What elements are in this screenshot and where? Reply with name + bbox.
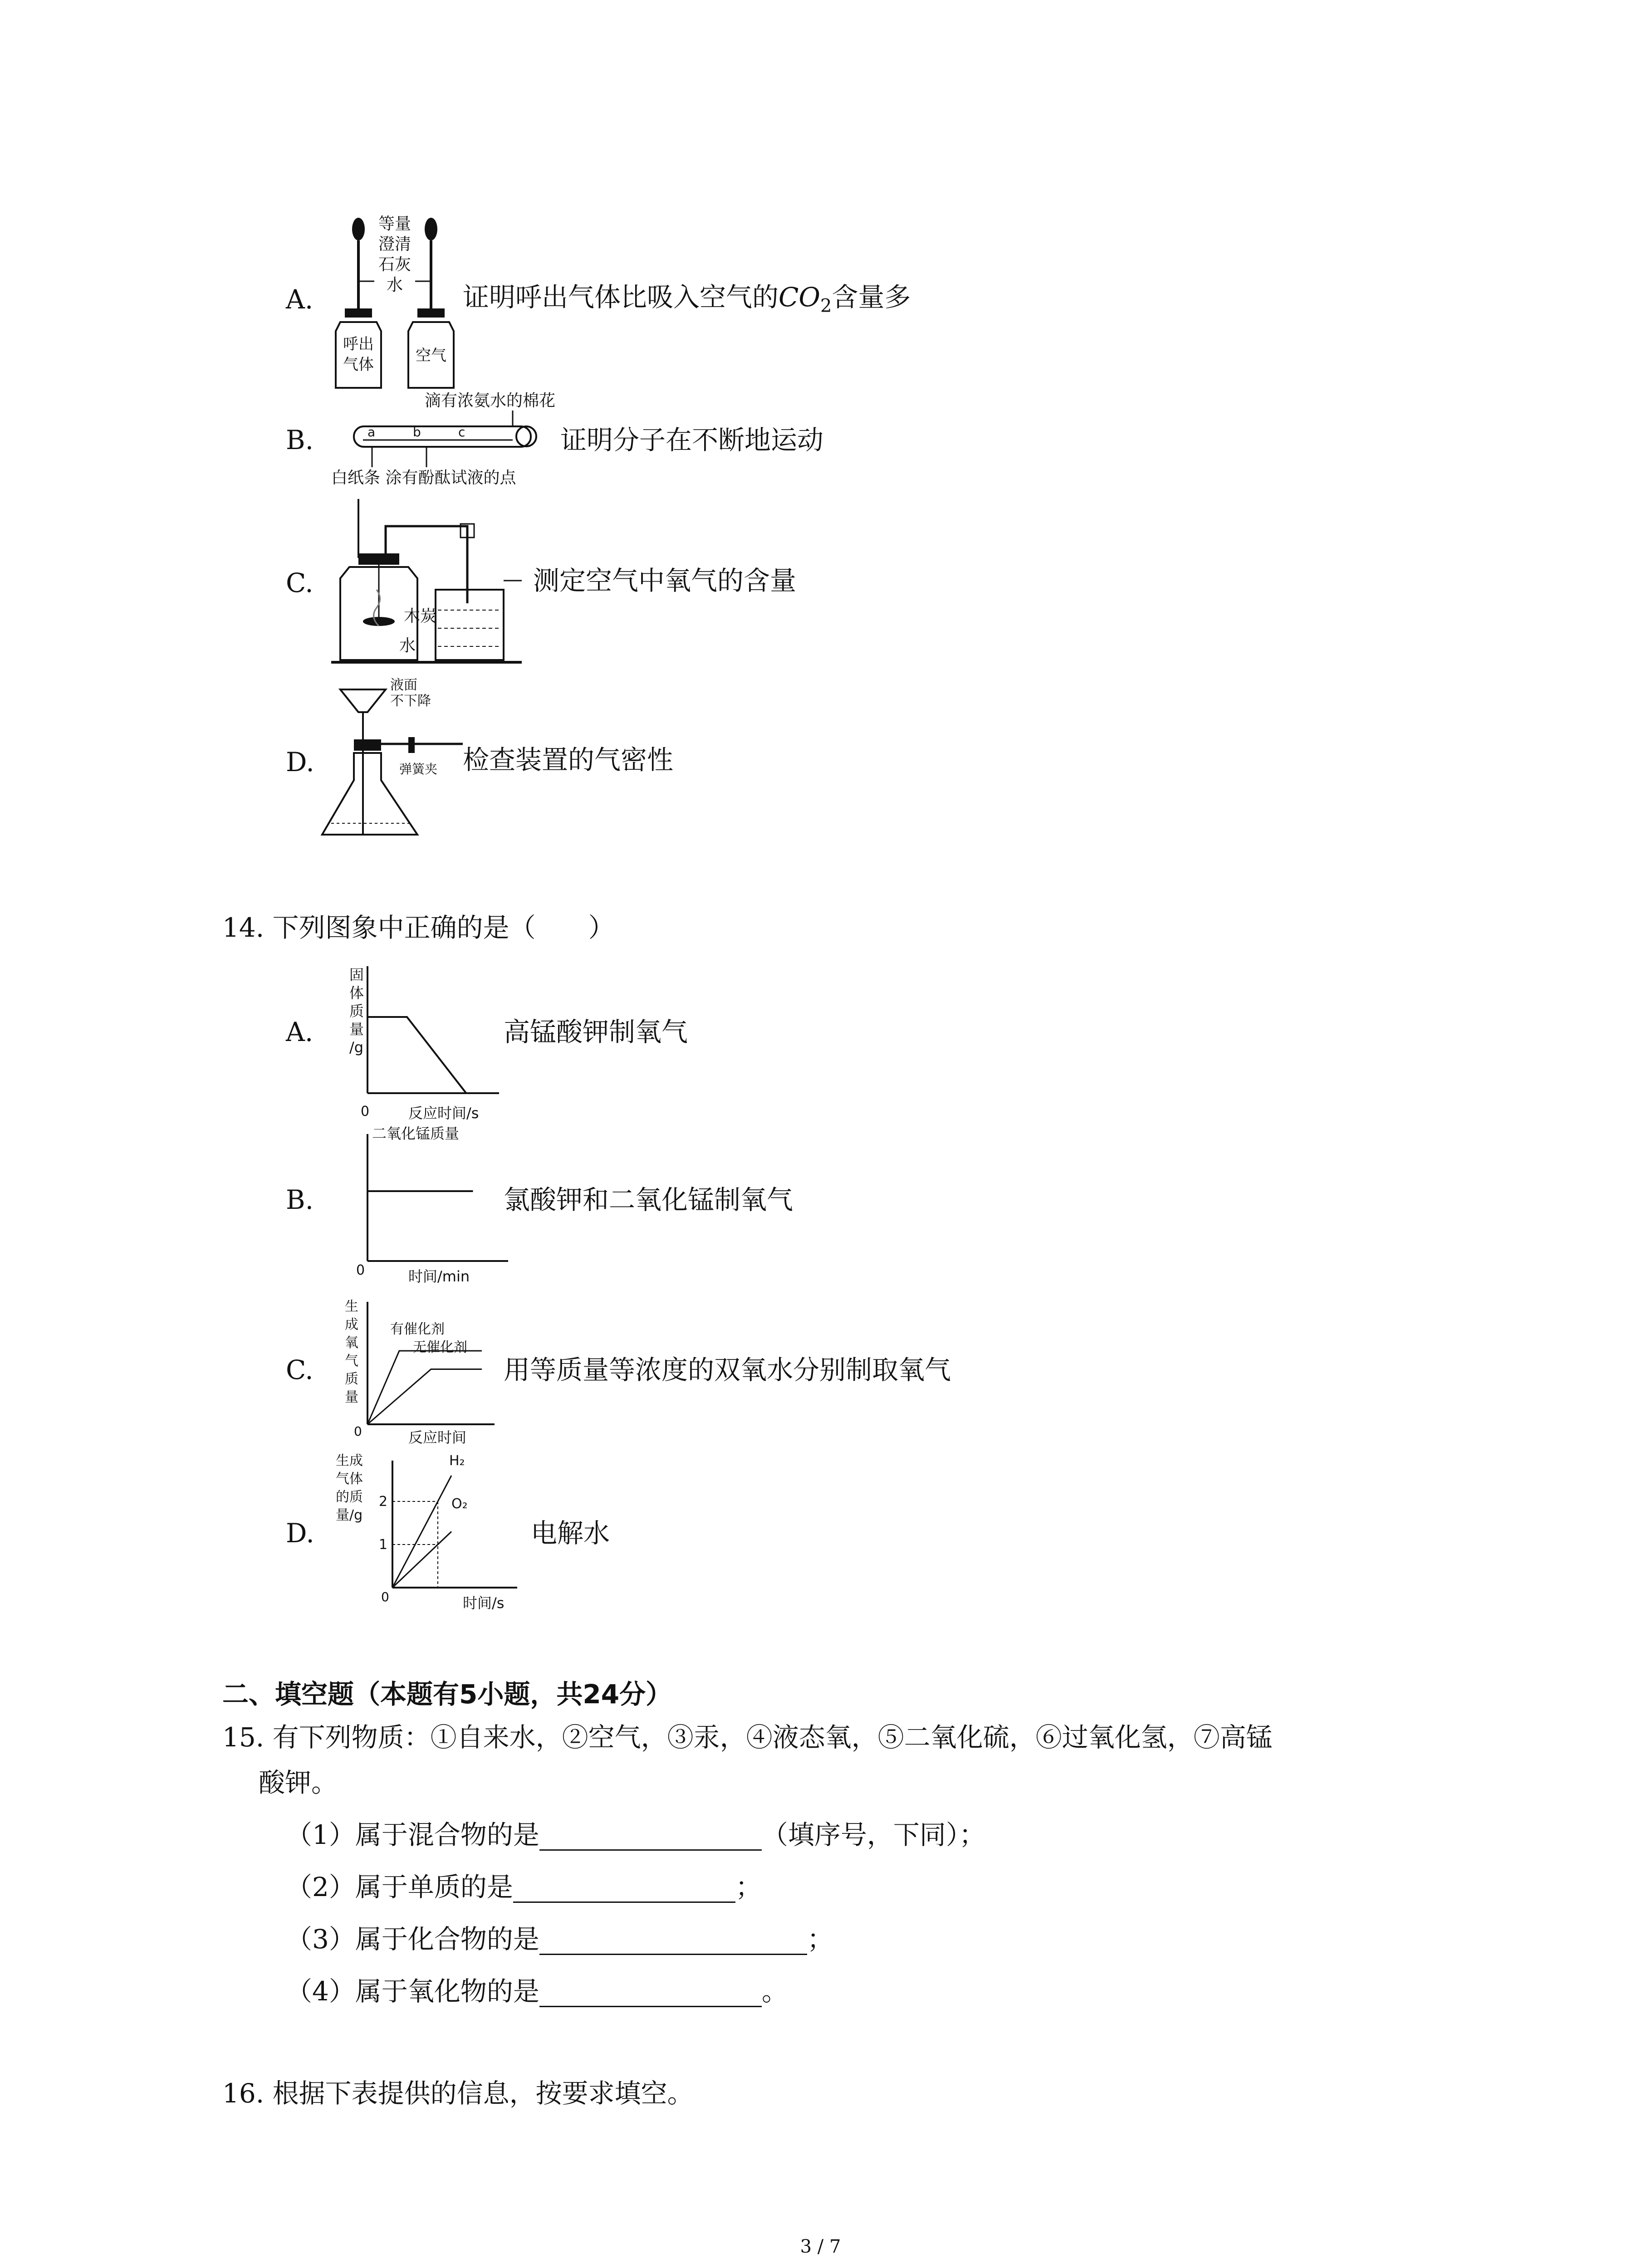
label-lime: 石灰 xyxy=(378,255,411,274)
q15-item-1 xyxy=(286,1819,985,1851)
q14-option-b-caption: 氯酸钾和二氧化锰制氧气 xyxy=(504,1184,794,1215)
label-air: 空气 xyxy=(416,347,446,365)
chart-d-xlabel: 时间/s xyxy=(463,1594,505,1612)
chart-d-o2-label: O₂ xyxy=(451,1496,468,1512)
chart-d-ylabel-4: 量/g xyxy=(336,1507,363,1523)
label-not-drop: 不下降 xyxy=(390,693,431,709)
chart-b-xlabel: 时间/min xyxy=(408,1268,470,1285)
label-exhaled-1: 呼出 xyxy=(343,335,374,353)
chart-c-ylabel-5: 质 xyxy=(345,1371,358,1387)
q15-blank-2[interactable] xyxy=(513,1874,735,1903)
chart-a-axes xyxy=(367,966,499,1093)
option-d-letter: D. xyxy=(286,747,314,777)
point-b: b xyxy=(413,425,421,440)
q15-item-2-suffix: ； xyxy=(735,1872,762,1902)
chart-d-axes xyxy=(392,1461,517,1588)
label-clear: 澄清 xyxy=(378,235,411,254)
q15-blank-1[interactable] xyxy=(539,1822,762,1851)
q15-blank-3[interactable] xyxy=(539,1926,807,1955)
point-c: c xyxy=(458,425,465,440)
chart-b-ylabel: 二氧化锰质量 xyxy=(372,1125,460,1142)
point-a: a xyxy=(367,425,376,440)
chart-a-origin: 0 xyxy=(361,1104,370,1119)
page-number: 3 / 7 xyxy=(800,2236,841,2257)
ammonia-diffusion-tube xyxy=(331,390,556,499)
chart-d-o2-line xyxy=(392,1532,451,1588)
chart-d-h2-line xyxy=(392,1476,451,1588)
chart-d-electrolysis xyxy=(336,1452,526,1615)
q14-option-a-letter: A. xyxy=(286,1017,314,1047)
oxygen-content-apparatus xyxy=(331,499,535,671)
q14-option-c-caption: 用等质量等浓度的双氧水分别制取氧气 xyxy=(504,1354,951,1385)
q15-item-4-suffix: 。 xyxy=(761,1976,788,2007)
option-a-letter: A. xyxy=(286,284,314,315)
chart-c-axes xyxy=(367,1302,495,1424)
chart-d-ylabel-2: 气体 xyxy=(336,1471,363,1487)
q14-option-d-letter: D. xyxy=(286,1518,314,1549)
q15-item-4-text: （4）属于氧化物的是 xyxy=(286,1976,539,2007)
q15-item-1-suffix: （填序号，下同）； xyxy=(761,1819,985,1850)
chart-d-h2-label: H₂ xyxy=(449,1453,465,1469)
chart-b-kclo3 xyxy=(336,1125,526,1288)
chart-a-ylabel-4: 量 xyxy=(349,1021,364,1038)
option-a-caption xyxy=(463,281,911,322)
chart-a-ylabel-5: /g xyxy=(349,1039,364,1056)
airtightness-apparatus xyxy=(327,676,481,848)
label-water-c: 水 xyxy=(399,636,416,655)
chart-b-origin: 0 xyxy=(356,1262,365,1278)
chart-c-h2o2 xyxy=(336,1297,508,1447)
q14-option-c-letter: C. xyxy=(286,1354,314,1385)
caption-suffix: 含量多 xyxy=(832,282,911,313)
chart-a-series-line xyxy=(367,1017,466,1093)
chart-d-ylabel-3: 的质 xyxy=(336,1489,363,1505)
chart-d-ytick-2: 2 xyxy=(379,1494,388,1510)
chart-c-ylabel-4: 气 xyxy=(345,1353,358,1369)
exhaled-gas-limewater-apparatus xyxy=(327,213,476,395)
q15-item-2 xyxy=(286,1871,762,1903)
q15-item-3-text: （3）属于化合物的是 xyxy=(286,1924,539,1955)
q14-option-a-caption: 高锰酸钾制氧气 xyxy=(504,1017,688,1047)
q16-stem: 16. 根据下表提供的信息，按要求填空。 xyxy=(222,2078,694,2109)
section-2-heading: 二、填空题（本题有5小题，共24分） xyxy=(222,1679,672,1710)
option-b-letter: B. xyxy=(286,425,314,455)
label-spring-clip: 弹簧夹 xyxy=(399,762,438,777)
label-exhaled-2: 气体 xyxy=(343,356,374,374)
chart-c-series-1-label: 有催化剂 xyxy=(390,1321,445,1337)
q15-blank-4[interactable] xyxy=(539,1979,762,2007)
option-c-letter: C. xyxy=(286,567,314,598)
q15-stem-line1: 15. 有下列物质：①自来水，②空气，③汞，④液态氧，⑤二氧化硫，⑥过氧化氢，⑦高锰 xyxy=(222,1722,1273,1753)
q15-item-3 xyxy=(286,1923,833,1955)
caption-text: 证明呼出气体比吸入空气的 xyxy=(463,282,779,313)
q15-item-1-text: （1）属于混合物的是 xyxy=(286,1819,539,1850)
chart-b-axes xyxy=(367,1134,508,1261)
q15-item-3-suffix: ； xyxy=(807,1924,833,1955)
chart-c-series-1-line xyxy=(367,1351,482,1424)
q15-item-2-text: （2）属于单质的是 xyxy=(286,1872,513,1902)
chart-a-xlabel: 反应时间/s xyxy=(408,1105,479,1122)
chart-a-ylabel-1: 固 xyxy=(349,966,364,983)
chart-a-kmno4 xyxy=(336,962,517,1125)
label-liquid-level: 液面 xyxy=(390,677,417,693)
chart-c-origin: 0 xyxy=(354,1424,362,1439)
chart-c-ylabel-3: 氧 xyxy=(345,1335,358,1351)
option-b-caption: 证明分子在不断地运动 xyxy=(560,425,824,455)
chart-d-origin: 0 xyxy=(381,1589,389,1604)
label-charcoal: 木炭 xyxy=(404,607,437,626)
label-equal-amount: 等量 xyxy=(378,215,411,233)
chart-a-ylabel-2: 体 xyxy=(349,984,364,1002)
chart-c-xlabel: 反应时间 xyxy=(408,1429,467,1446)
question-14-stem: 14. 下列图象中正确的是（ ） xyxy=(222,912,615,943)
chart-c-series-2-line xyxy=(367,1369,482,1425)
co2-subscript: 2 xyxy=(820,295,832,317)
chart-a-ylabel-3: 质 xyxy=(349,1002,364,1020)
chart-c-ylabel-1: 生 xyxy=(345,1299,358,1315)
q14-option-b-letter: B. xyxy=(286,1184,314,1215)
chart-c-series-2-label: 无催化剂 xyxy=(413,1339,467,1355)
q15-stem-line2: 酸钾。 xyxy=(259,1767,338,1798)
option-d-caption: 检查装置的气密性 xyxy=(463,744,674,775)
q14-option-d-caption: 电解水 xyxy=(531,1518,610,1549)
chart-c-ylabel-2: 成 xyxy=(345,1317,358,1333)
q15-item-4 xyxy=(286,1975,788,2007)
option-c-caption: 测定空气中氧气的含量 xyxy=(533,565,797,596)
label-water: 水 xyxy=(386,276,403,294)
chart-d-ytick-1: 1 xyxy=(379,1537,388,1553)
chart-d-ylabel-1: 生成 xyxy=(336,1453,363,1469)
co2-formula: CO xyxy=(779,282,820,313)
label-cotton-ammonia: 滴有浓氨水的棉花 xyxy=(424,391,556,410)
chart-c-ylabel-6: 量 xyxy=(345,1389,358,1405)
label-paper-strip: 白纸条 涂有酚酞试液的点 xyxy=(331,469,516,487)
